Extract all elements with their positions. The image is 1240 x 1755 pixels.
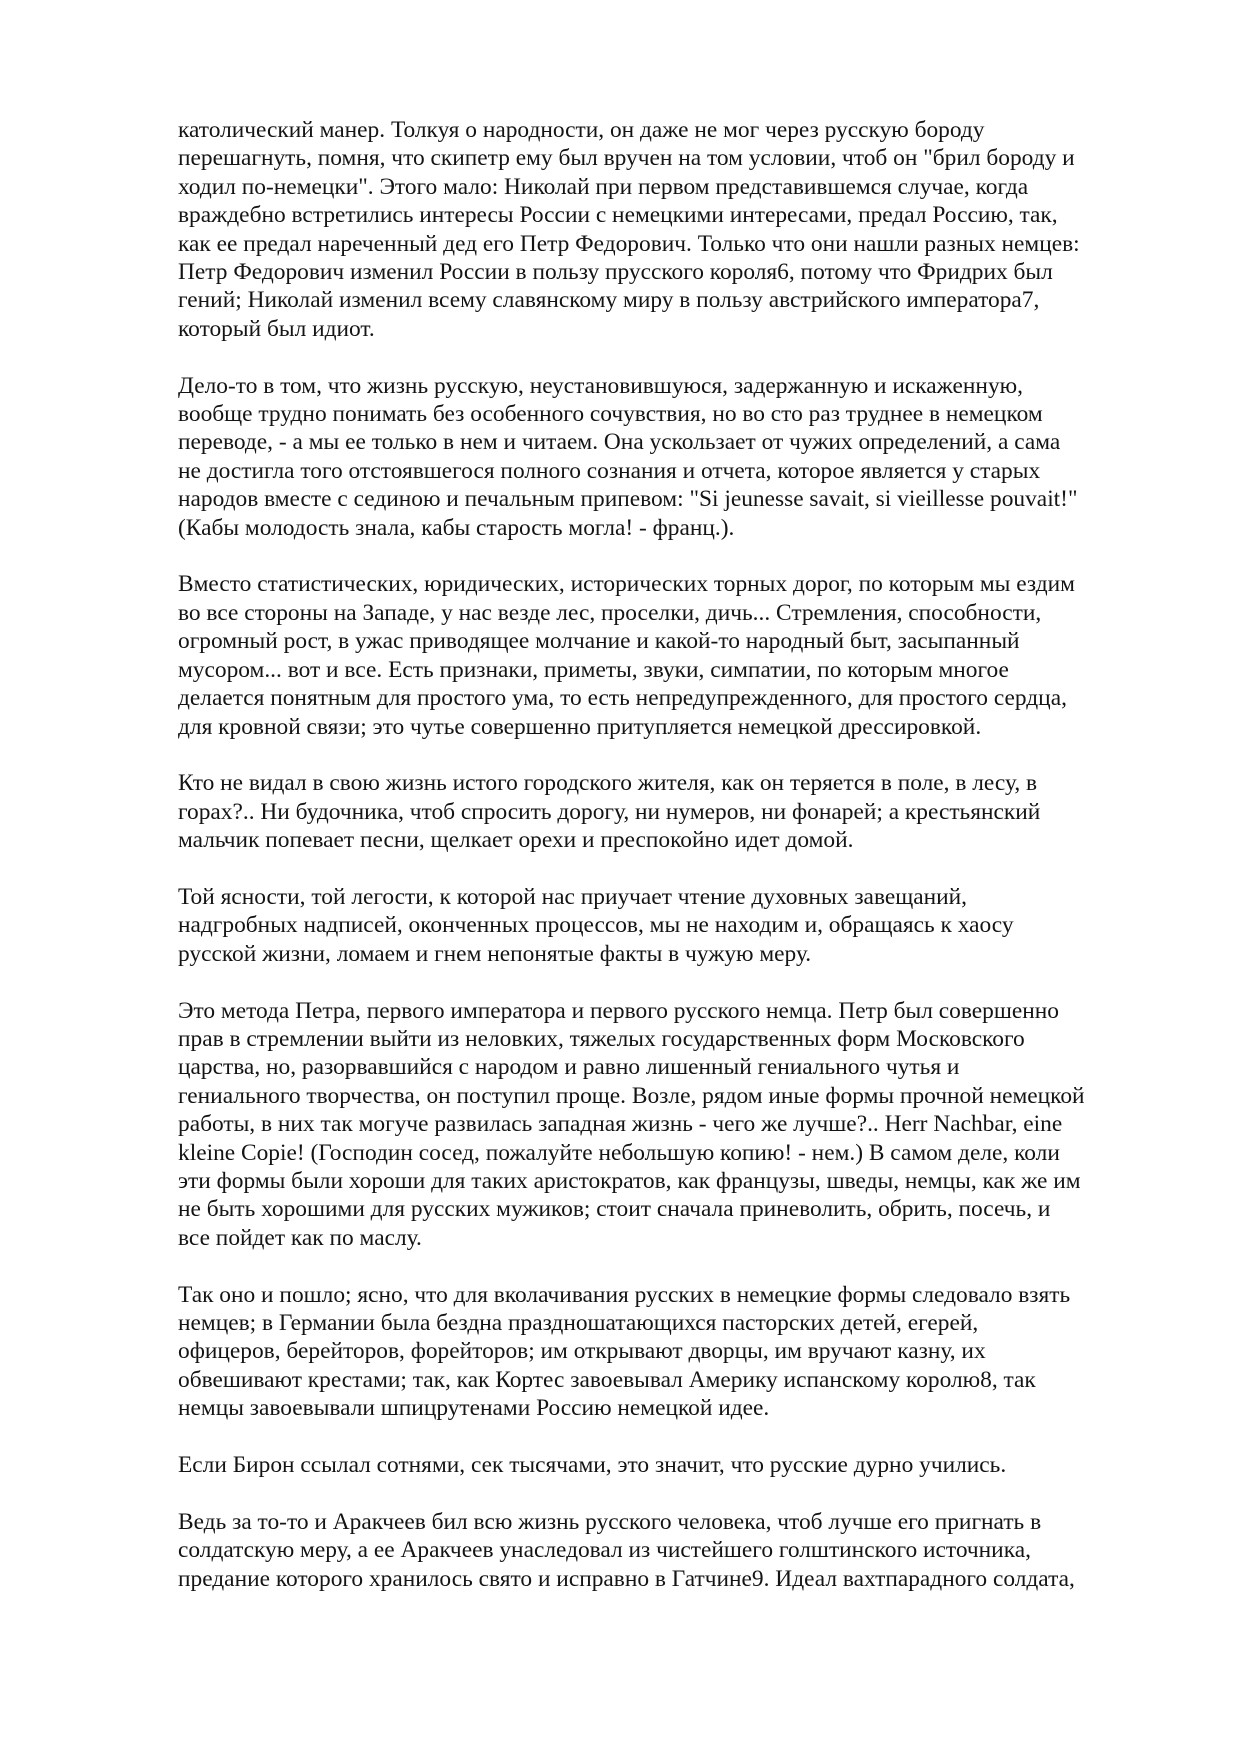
text-line: мусором... вот и все. Есть признаки, приметы, звуки, симпатии, по которым многое [178, 656, 1009, 683]
paragraph-9 [178, 1508, 1158, 1593]
paragraph-8 [178, 1451, 1158, 1479]
paragraph-1 [178, 116, 1158, 343]
text-line: переводе, - а мы ее только в нем и читаем. Она ускользает от чужих определений, а сама [178, 429, 1061, 456]
text-line: эти формы были хороши для таких аристократов, как французы, шведы, немцы, как же им [178, 1167, 1081, 1194]
text-line: горах?.. Ни будочника, чтоб спросить дорогу, ни нумеров, ни фонарей; а крестьянский [178, 798, 1041, 825]
text-line: католический манер. Толкуя о народности, он даже не мог через русскую бороду [178, 117, 985, 143]
text-line: делается понятным для простого ума, то есть непредупрежденного, для простого сердца, [178, 685, 1067, 712]
text-line: Кто не видал в свою жизнь истого городского жителя, как он теряется в поле, в лесу, в [178, 770, 1038, 797]
text-line: Дело-то в том, что жизнь русскую, неустановившуюся, задержанную и искаженную, [178, 372, 1023, 399]
text-line: надгробных надписей, оконченных процессов, мы не находим и, обращаясь к хаосу [178, 912, 1014, 939]
text-line: (Кабы молодость знала, кабы старость могла! - франц.). [178, 514, 735, 541]
text-line: который был идиот. [178, 315, 375, 342]
text-line: немцев; в Германии была бездна праздношатающихся пасторских детей, егерей, [178, 1309, 979, 1336]
text-line: во все стороны на Западе, у нас везде лес, проселки, дичь... Стремления, способности, [178, 599, 1042, 626]
paragraph-7 [178, 1281, 1158, 1423]
text-line: русской жизни, ломаем и гнем непонятые факты в чужую меру. [178, 940, 812, 967]
text-line: немцы завоевывали шпицрутенами Россию немецкой идее. [178, 1395, 770, 1422]
paragraph-2 [178, 372, 1158, 542]
text-line: работы, в них так могуче развилась западная жизнь - чего же лучше?.. Herr Nachbar, eine [178, 1111, 1063, 1138]
text-line: Петр Федорович изменил России в пользу прусского короля6, потому что Фридрих был [178, 259, 1053, 286]
text-line: гений; Николай изменил всему славянскому миру в пользу австрийского императора7, [178, 287, 1040, 314]
text-line: Так оно и пошло; ясно, что для вколачивания русских в немецкие формы следовало взять [178, 1281, 1071, 1308]
paragraph-3 [178, 570, 1158, 740]
text-line: ходил по-немецки". Этого мало: Николай при первом представившемся случае, когда [178, 173, 1029, 200]
text-line: враждебно встретились интересы России с немецкими интересами, предал Россию, так, [178, 202, 1058, 229]
text-line: Это метода Петра, первого императора и первого русского немца. Петр был совершенно [178, 997, 1059, 1024]
text-line: kleine Copie! (Господин сосед, пожалуйте небольшую копию! - нем.) В самом деле, коли [178, 1139, 1060, 1166]
text-line: вообще трудно понимать без особенного сочувствия, но во сто раз труднее в немецком [178, 401, 1043, 428]
text-line: обвешивают крестами; так, как Кортес завоевывал Америку испанскому королю8, так [178, 1366, 1036, 1393]
text-line: как ее предал нареченный дед его Петр Федорович. Только что они нашли разных немцев: [178, 230, 1080, 257]
paragraph-6 [178, 997, 1158, 1253]
text-line: гениального творчества, он поступил проще. Возле, рядом иные формы прочной немецкой [178, 1082, 1085, 1109]
text-line: предание которого хранилось свято и исправно в Гатчине9. Идеал вахтпарадного солдата, [178, 1565, 1075, 1592]
text-line: Той ясности, той легости, к которой нас приучает чтение духовных завещаний, [178, 883, 968, 910]
text-line: для кровной связи; это чутье совершенно притупляется немецкой дрессировкой. [178, 713, 982, 740]
text-line: не быть хорошими для русских мужиков; стоит сначала приневолить, обрить, посечь, и [178, 1196, 1051, 1223]
text-line: огромный рост, в ужас приводящее молчание и какой-то народный быт, засыпанный [178, 628, 1020, 655]
paragraph-5 [178, 883, 1158, 968]
text-line: царства, но, разорвавшийся с народом и равно лишенный гениального чутья и [178, 1054, 960, 1081]
document-page [178, 116, 1158, 1621]
text-line: все пойдет как по маслу. [178, 1224, 422, 1251]
text-line: народов вместе с сединою и печальным припевом: "Si jeunesse savait, si vieillesse pouvait!" [178, 486, 1078, 513]
text-line: офицеров, берейторов, форейторов; им открывают дворцы, им вручают казну, их [178, 1338, 986, 1365]
text-line: перешагнуть, помня, что скипетр ему был вручен на том условии, чтоб он "брил бороду и [178, 145, 1075, 172]
text-line: мальчик попевает песни, щелкает орехи и преспокойно идет домой. [178, 827, 854, 854]
text-line: не достигла того отстоявшегося полного сознания и отчета, которое является у старых [178, 457, 1041, 484]
text-line: прав в стремлении выйти из неловких, тяжелых государственных форм Московского [178, 1025, 1025, 1052]
text-line: Если Бирон ссылал сотнями, сек тысячами, это значит, что русские дурно учились. [178, 1451, 1007, 1478]
text-line: солдатскую меру, а ее Аракчеев унаследовал из чистейшего голштинского источника, [178, 1537, 1031, 1564]
paragraph-4 [178, 769, 1158, 854]
text-line: Вместо статистических, юридических, исторических торных дорог, по которым мы ездим [178, 571, 1075, 598]
text-line: Ведь за то-то и Аракчеев бил всю жизнь русского человека, чтоб лучше его пригнать в [178, 1508, 1042, 1535]
